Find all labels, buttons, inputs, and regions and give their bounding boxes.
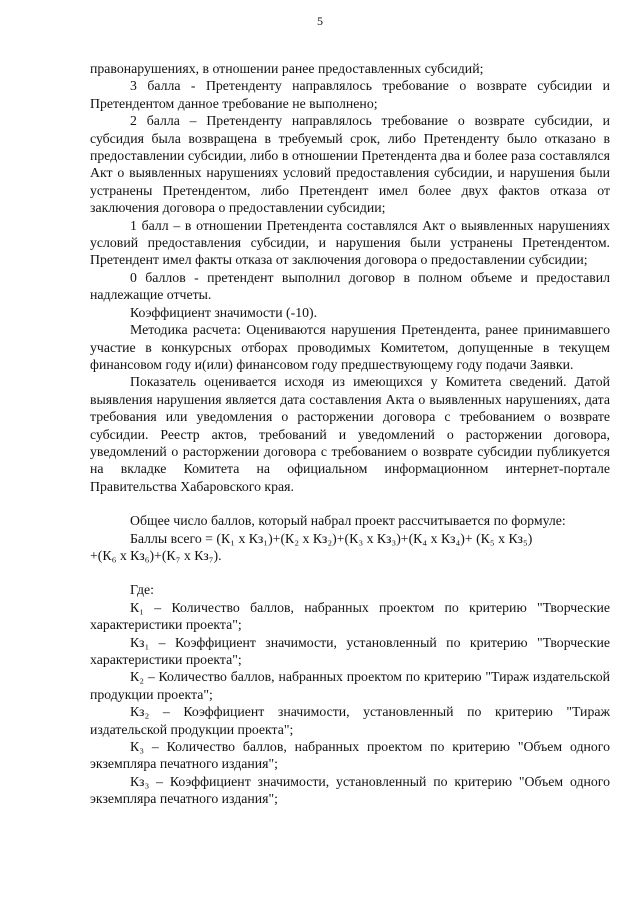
definition-k1: К₁ – Количество баллов, набранных проектом по критерию "Творческие характеристики проекта"; [90,599,610,633]
formula-intro: Общее число баллов, который набрал проект рассчитывается по формуле: [130,513,566,529]
page-number: 5 [317,14,323,28]
paragraph-score-2: 2 балла – Претенденту направлялось требование о возврате субсидии, и субсидия была возвращена в требуемый срок, либо Претенденту было отказано в предоставлении субсидии, либо в отношении Претендента два и более раза составлялся Акт о выявленных нарушениях условий предоставления субсидии, и нарушения были устранены Претендентом, либо Претендент имел более двух фактов отказа от заключения договора о предоставлении субсидии; [90,113,610,216]
paragraph-indicator: Показатель оценивается исходя из имеющихся у Комитета сведений. Датой выявления нарушения является дата составления Акта о выявленных нарушениях, дата требования или уведомления о расторжении договора с требованием о возврате субсидии. Реестр актов, требований и уведомлений о расторжении договора, уведомлений о расторжении договора с требованием о возврате субсидии публикуется на вкладке Комитета на официальном информационном интернет-портале Правительства Хабаровского края. [90,374,610,494]
paragraph-method: Методика расчета: Оцениваются нарушения Претендента, ранее принимавшего участие в конкурсных отборах проводимых Комитетом, допущенные в текущем финансовом году и(или) финансовом году предшествующему году подачи Заявки. [90,322,610,372]
paragraph-score-1: 1 балл – в отношении Претендента составлялся Акт о выявленных нарушениях условий предоставления субсидии, и нарушения были устранены Претендентом. Претендент имел факты отказа от заключения договора о предоставлении субсидии; [90,217,610,268]
paragraph-score-3: 3 балла - Претенденту направлялось требование о возврате субсидии и Претендентом данное требование не выполнено; [90,78,610,111]
formula-line-1: Баллы всего = (К₁ х Кз₁)+(К₂ х Кз₂)+(К₃ х Кз₃)+(К₄ х Кз₄)+ (К₅ х Кз₅) [130,530,533,546]
definition-kz2: Кз₂ – Коэффициент значимости, установленный по критерию "Тираж издательской продукции проекта"; [90,704,610,737]
document-body [90,60,610,808]
definition-kz3: Кз₃ – Коэффициент значимости, установленный по критерию "Объем одного экземпляра печатного издания"; [90,773,610,807]
paragraph-coefficient: Коэффициент значимости (-10). [130,304,318,320]
formula-line-2: +(К₆ х Кз₆)+(К₇ х Кз₇). [90,547,222,563]
definition-k2: К₂ – Количество баллов, набранных проектом по критерию "Тираж издательской продукции проекта"; [90,669,610,702]
paragraph-continuation: правонарушениях, в отношении ранее предоставленных субсидий; [90,61,484,76]
definition-kz1: Кз₁ – Коэффициент значимости, установленный по критерию "Творческие характеристики проекта"; [90,634,610,667]
definition-k3: К₃ – Количество баллов, набранных проектом по критерию "Объем одного экземпляра печатного издания"; [90,739,610,772]
where-label: Где: [130,582,154,598]
paragraph-score-0: 0 баллов - претендент выполнил договор в полном объеме и предоставил надлежащие отчеты. [90,269,610,303]
